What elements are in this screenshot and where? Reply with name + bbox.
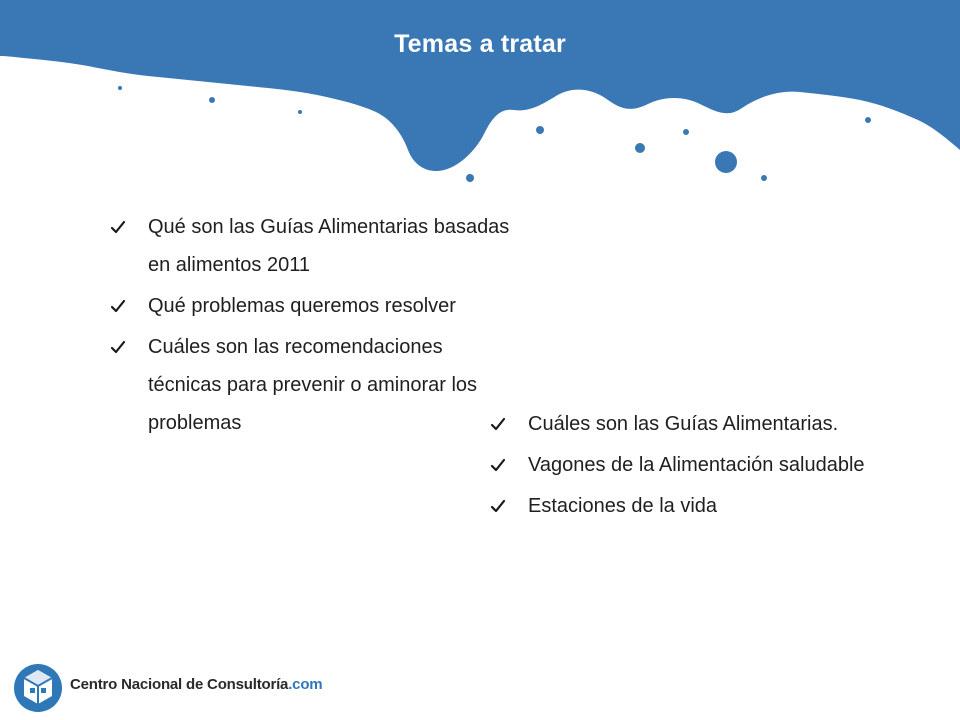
check-icon <box>110 287 132 325</box>
logo-wordmark <box>70 676 322 693</box>
slide-title: Temas a tratar <box>394 30 566 58</box>
check-icon <box>490 446 512 484</box>
topics-list-right <box>490 405 930 528</box>
topics-list-left <box>110 208 510 445</box>
topic-item <box>490 446 930 484</box>
logo-cube-icon <box>12 656 64 716</box>
logo-domain: .com <box>288 676 323 693</box>
company-logo <box>12 656 323 716</box>
topic-item <box>110 287 510 325</box>
topic-label: Cuáles son las Guías Alimentarias. <box>528 413 839 435</box>
check-icon <box>110 328 132 366</box>
topic-item <box>110 328 510 442</box>
check-icon <box>110 208 132 246</box>
topic-label: Cuáles son las recomendaciones técnicas para prevenir o aminorar los problemas <box>148 336 478 434</box>
topic-label: Qué problemas queremos resolver <box>148 295 456 317</box>
topic-item <box>490 405 930 443</box>
topic-item <box>110 208 510 284</box>
check-icon <box>490 487 512 525</box>
check-icon <box>490 405 512 443</box>
topic-label: Qué son las Guías Alimentarias basadas en alimentos 2011 <box>148 216 510 276</box>
logo-name: Centro Nacional de Consultoría <box>70 676 289 693</box>
topic-item <box>490 487 930 525</box>
topic-label: Vagones de la Alimentación saludable <box>528 454 865 476</box>
topic-label: Estaciones de la vida <box>528 495 718 517</box>
